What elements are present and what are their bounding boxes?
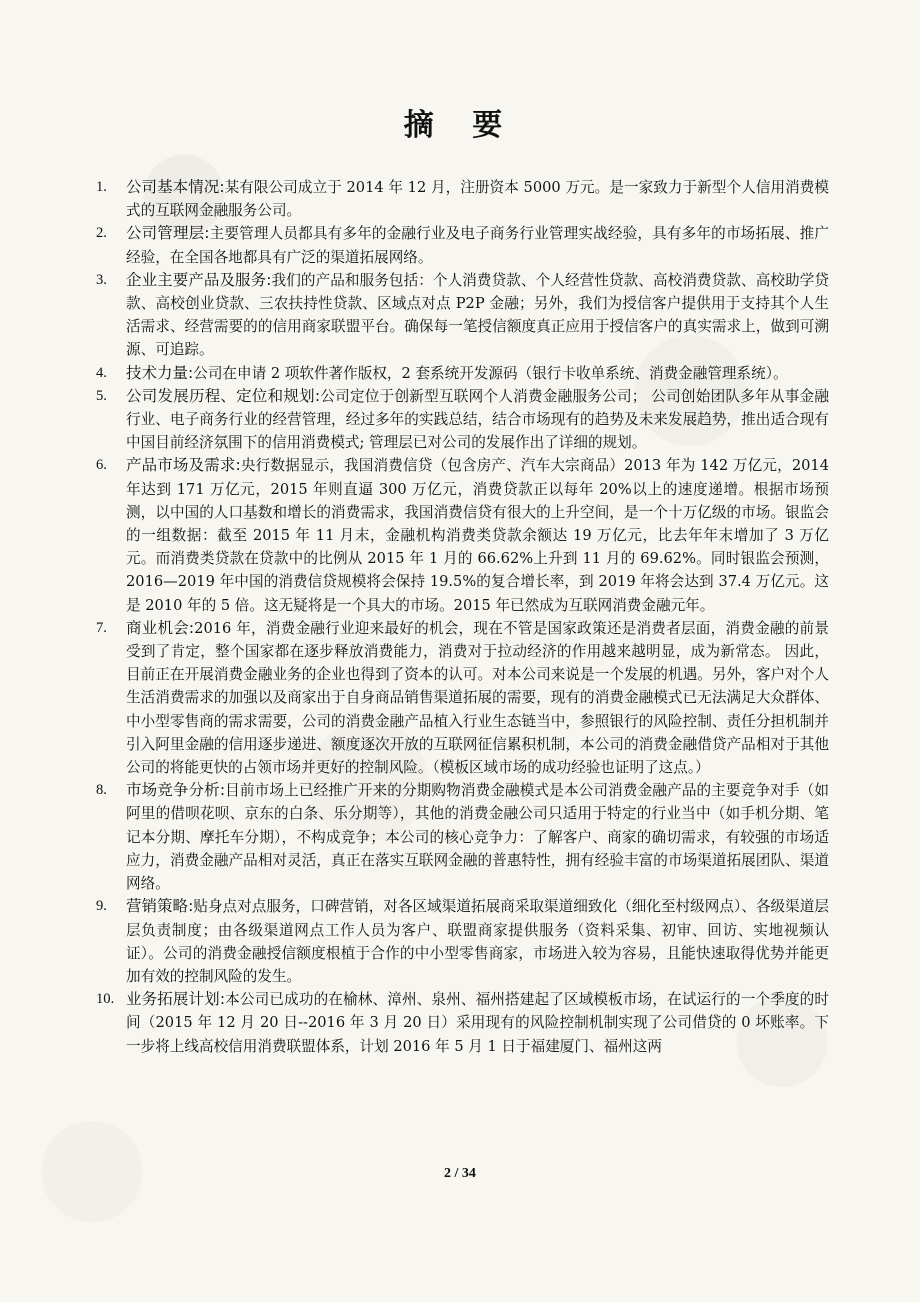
item-heading: 公司管理层: <box>126 224 210 243</box>
item-text <box>126 269 829 362</box>
item-number: 8. <box>96 782 107 799</box>
item-heading: 公司基本情况: <box>126 178 225 196</box>
item-number: 2. <box>96 225 107 242</box>
item-body: 我们的产品和服务包括：个人消费贷款、个人经营性贷款、高校消费贷款、高校助学贷款、高校创业贷款、三农扶持性贷款、区域点对点 P2P 金融；另外，我们为授信客户提供用于支持其个人生活需求、经营需要的的信用商家联盟平台。确保每一笔授信额度真正应用于授信客户的真实需求上，做到可溯源、可追踪。 <box>126 271 829 359</box>
item-body: 主要管理人员都具有多年的金融行业及电子商务行业管理实战经验，具有多年的市场拓展、推广经验，在全国各地都具有广泛的渠道拓展网络。 <box>126 225 829 266</box>
item-number: 1. <box>96 179 107 195</box>
list-item <box>96 779 829 895</box>
item-number: 7. <box>96 619 107 636</box>
item-heading: 市场竞争分析: <box>126 781 226 800</box>
item-heading: 商业机会: <box>126 618 195 637</box>
item-heading: 产品市场及需求: <box>126 456 241 475</box>
list-item <box>96 454 829 616</box>
item-heading: 技术力量: <box>126 363 194 382</box>
item-heading: 公司发展历程、定位和规划: <box>126 386 321 405</box>
item-number: 6. <box>96 457 107 474</box>
item-body: 贴身点对点服务，口碑营销，对各区域渠道拓展商采取渠道细致化（细化至村级网点）、各级渠道层层负责制度；由各级渠道网点工作人员为客户、联盟商家提供服务（资料采集、初审、回访、实地视频认证）。公司的消费金融授信额度根植于合作的中小型零售商家，市场进入较为容易，且能快速取得优势并能更加有效的控制风险的发生。 <box>126 898 829 985</box>
item-body: 目前市场上已经推广开来的分期购物消费金融模式是本公司消费金融产品的主要竞争对手（如阿里的借呗花呗、京东的白条、乐分期等），其他的消费金融公司只适用于特定的行业当中（如手机分期、笔记本分期、摩托车分期），不构成竞争；本公司的核心竞争力：了解客户、商家的确切需求，有较强的市场适应力，消费金融产品相对灵活，真正在落实互联网金融的普惠特性，拥有经验丰富的市场渠道拓展团队、渠道网络。 <box>126 782 829 893</box>
item-text <box>126 222 829 268</box>
item-text <box>126 895 829 988</box>
item-number: 3. <box>96 271 107 288</box>
list-item <box>96 617 829 779</box>
list-item <box>96 362 829 385</box>
item-heading: 业务拓展计划: <box>126 990 226 1009</box>
item-body: 公司定位于创新型互联网个人消费金融服务公司； 公司创始团队多年从事金融行业、电子商务行业的经营管理，经过多年的实践总结，结合市场现有的趋势及未来发展趋势，推出适合现有中国目前经济氛围下的信用消费模式; 管理层已对公司的发展作出了详细的规划。 <box>126 387 829 452</box>
item-heading: 营销策略: <box>126 897 194 916</box>
item-number: 9. <box>96 898 107 915</box>
item-text <box>126 779 829 895</box>
page-number: 2 / 34 <box>444 1166 476 1181</box>
item-number: 5. <box>96 387 107 404</box>
item-body: 央行数据显示，我国消费信贷（包含房产、汽车大宗商品）2013 年为 142 万亿元，2014 年达到 171 万亿元，2015 年则直逼 300 万亿元，消费贷款正以每年 20%以上的速度递增。根据市场预测，以中国的人口基数和增长的消费需求，我国消费信贷有很大的上升空间，是一个十万亿级的市场。银监会的一组数据：截至 2015 年 11 月末，金融机构消费类贷款余额达 19 万亿元，比去年年末增加了 3 万亿元。而消费类贷款在贷款中的比例从 2015 年 1 月的 66.62%上升到 11 月的 69.62%。同时银监会预测，2016—2019 年中国的消费信贷规模将会保持 19.5%的复合增长率，到 2019 年将会达到 37.4 万亿元。这是 2010 年的 5 倍。这无疑将是一个具大的市场。2015 年已然成为互联网消费金融元年。 <box>126 457 829 614</box>
list-item <box>96 222 829 268</box>
item-text <box>126 362 829 385</box>
item-number: 4. <box>96 364 107 381</box>
summary-list <box>96 176 829 1058</box>
item-body: 本公司已成功的在榆林、漳州、泉州、福州搭建起了区域模板市场，在试运行的一个季度的时间（2015 年 12 月 20 日--2016 年 3 月 20 日）采用现有的风险控制机制实现了公司借贷的 0 坏账率。下一步将上线高校信用消费联盟体系，计划 2016 年 5 月 1 日于福建厦门、福州这两 <box>126 991 829 1055</box>
list-item <box>96 176 829 222</box>
item-body: 2016 年，消费金融行业迎来最好的机会，现在不管是国家政策还是消费者层面，消费金融的前景受到了肯定，整个国家都在逐步释放消费能力，消费对于拉动经济的作用越来越明显，成为新常态。 因此，目前正在开展消费金融业务的企业也得到了资本的认可。对本公司来说是一个发展的机遇。另外，客户对个人生活消费需求的加强以及商家出于自身商品销售渠道拓展的需要，现有的消费金融模式已无法满足大众群体、中小型零售商的需求需要，公司的消费金融产品植入行业生态链当中，参照银行的风险控制、责任分担机制并引入阿里金融的信用逐步递进、额度逐次开放的互联网征信累积机制，本公司的消费金融借贷产品相对于其他公司的将能更快的占领市场并更好的控制风险。（模板区域市场的成功经验也证明了这点。） <box>126 619 829 777</box>
list-item <box>96 895 829 988</box>
list-item <box>96 988 829 1058</box>
item-heading: 企业主要产品及服务: <box>126 270 272 289</box>
item-text <box>126 617 829 779</box>
page-title: 摘 要 <box>403 108 517 143</box>
list-item <box>96 385 829 455</box>
item-text <box>126 454 829 616</box>
item-text <box>126 988 829 1058</box>
item-text <box>126 176 829 222</box>
item-body: 某有限公司成立于 2014 年 12 月，注册资本 5000 万元。是一家致力于新型个人信用消费模式的互联网金融服务公司。 <box>126 179 829 220</box>
item-body: 公司在申请 2 项软件著作版权，2 套系统开发源码（银行卡收单系统、消费金融管理系统）。 <box>193 364 788 382</box>
list-item <box>96 269 829 362</box>
item-text <box>126 385 829 455</box>
item-number: 10. <box>96 991 115 1008</box>
